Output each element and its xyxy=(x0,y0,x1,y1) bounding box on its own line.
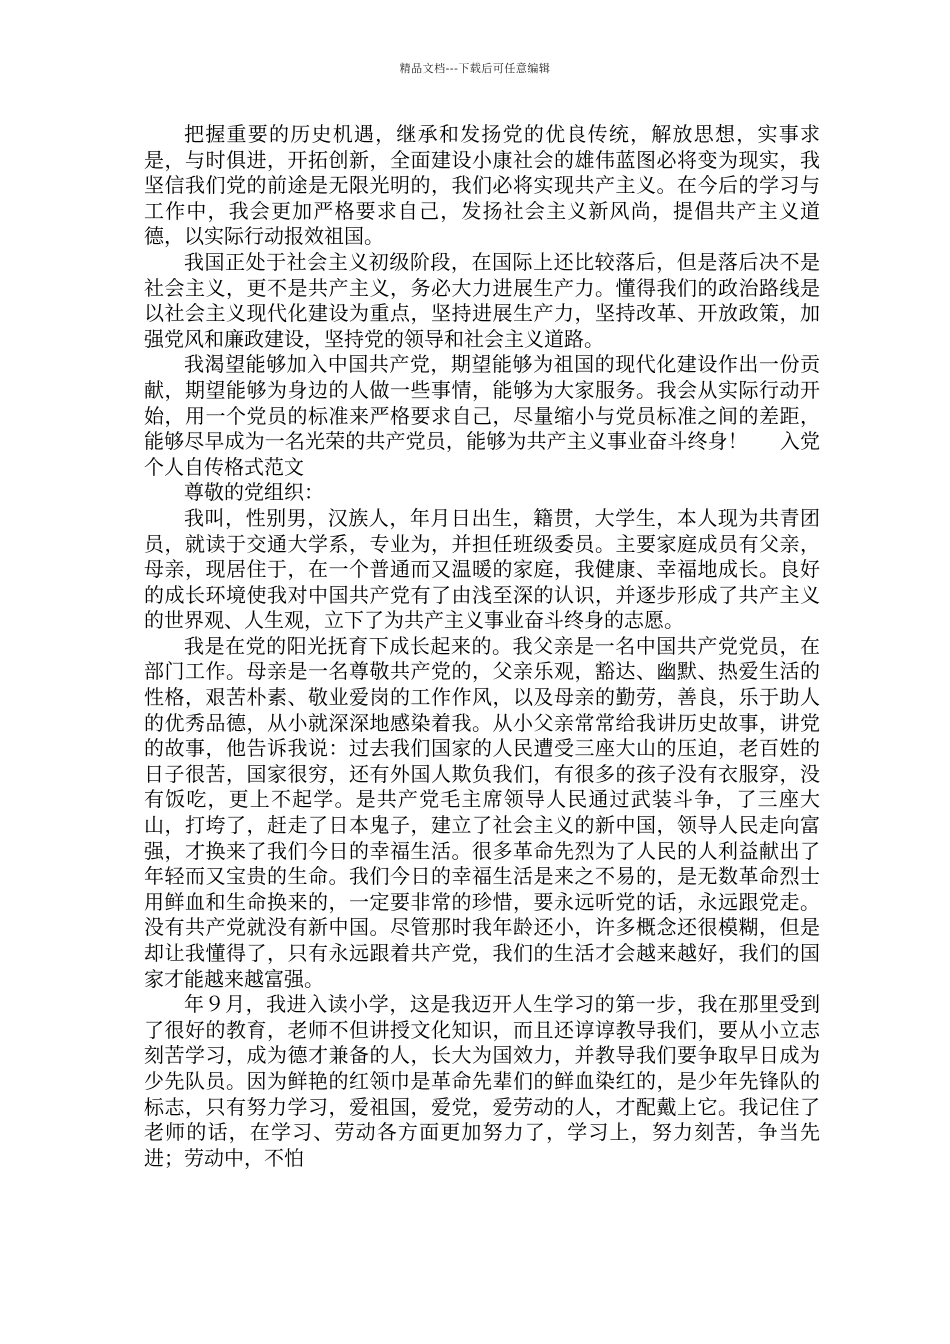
document-title: 入党个人自传格式范文 xyxy=(144,429,821,479)
salutation: 尊敬的党组织： xyxy=(184,480,324,505)
paragraph: 我国正处于社会主义初级阶段，在国际上还比较落后，但是落后决不是社会主义，更不是共产主义，务必大力进展生产力。懂得我们的政治路线是以社会主义现代化建设为重点，坚持进展生产力，坚持改革、开放政策，加强党风和廉政建设，坚持党的领导和社会主义道路。 xyxy=(144,249,820,351)
paragraph xyxy=(144,352,820,480)
paragraph: 我是在党的阳光抚育下成长起来的。我父亲是一名中国共产党党员，在部门工作。母亲是一名尊敬共产党的，父亲乐观，豁达、幽默、热爱生活的性格，艰苦朴素、敬业爱岗的工作作风，以及母亲的勤劳，善良，乐于助人的优秀品德，从小就深深地感染着我。从小父亲常常给我讲历史故事，讲党的故事，他告诉我说：过去我们国家的人民遭受三座大山的压迫，老百姓的日子很苦，国家很穷，还有外国人欺负我们，有很多的孩子没有衣服穿，没有饭吃，更上不起学。是共产党毛主席领导人民通过武装斗争，了三座大山，打垮了，赶走了日本鬼子，建立了社会主义的新中国，领导人民走向富强，才换来了我们今日的幸福生活。很多革命先烈为了人民的人利益献出了年轻而又宝贵的生命。我们今日的幸福生活是来之不易的，是无数革命烈士用鲜血和生命换来的，一定要非常的珍惜，要永远听党的话，永远跟党走。没有共产党就没有新中国。尽管那时我年龄还小，许多概念还很模糊，但是却让我懂得了，只有永远跟着共产党，我们的生活才会越来越好，我们的国家才能越来越富强。 xyxy=(144,633,820,991)
document-body xyxy=(144,122,820,1171)
paragraph: 年９月，我进入读小学，这是我迈开人生学习的第一步，我在那里受到了很好的教育，老师不但讲授文化知识，而且还谆谆教导我们，要从小立志刻苦学习，成为德才兼备的人，长大为国效力，并教导我们要争取早日成为少先队员。因为鲜艳的红领巾是革命先辈们的鲜血染红的，是少年先锋队的标志，只有努力学习，爱祖国，爱党，爱劳动的人，才配戴上它。我记住了老师的话，在学习、劳动各方面更加努力了，学习上，努力刻苦，争当先进；劳动中，不怕 xyxy=(144,992,820,1170)
paragraph: 把握重要的历史机遇，继承和发扬党的优良传统，解放思想，实事求是，与时俱进，开拓创新，全面建设小康社会的雄伟蓝图必将变为现实，我坚信我们党的前途是无限光明的，我们必将实现共产主义。在今后的学习与工作中，我会更加严格要求自己，发扬社会主义新风尚，提倡共产主义道德，以实际行动报效祖国。 xyxy=(144,122,820,249)
page-header: 精品文档---下载后可任意编辑 xyxy=(399,62,551,75)
paragraph: 我叫，性别男，汉族人，年月日出生，籍贯，大学生，本人现为共青团员，就读于交通大学系，专业为，并担任班级委员。主要家庭成员有父亲，母亲，现居住于，在一个普通而又温暖的家庭，我健康、幸福地成长。良好的成长环境使我对中国共产党有了由浅至深的认识，并逐步形成了共产主义的世界观、人生观，立下了为共产主义事业奋斗终身的志愿。 xyxy=(144,505,820,633)
paragraph-text: 我渴望能够加入中国共产党，期望能够为祖国的现代化建设作出一份贡献，期望能够为身边的人做一些事情，能够为大家服务。我会从实际行动开始，用一个党员的标准来严格要求自己，尽量缩小与党员标准之间的差距，能够尽早成为一名光荣的共产党员，能够为共产主义事业奋斗终身！ xyxy=(144,352,820,454)
